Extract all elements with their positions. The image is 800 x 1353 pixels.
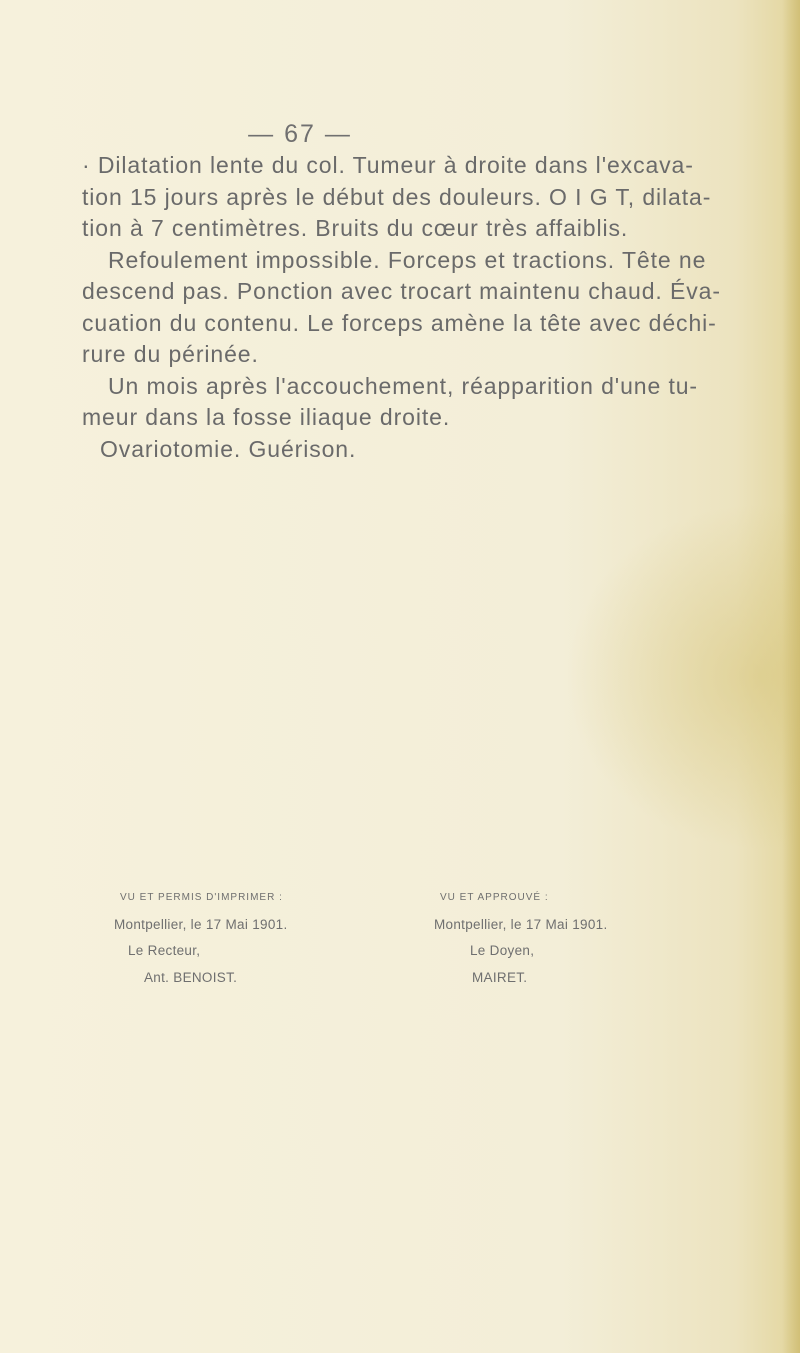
page-number: — 67 — <box>248 120 352 148</box>
approval-name: MAIRET. <box>472 969 528 985</box>
text-line: descend pas. Ponction avec trocart maintenu chaud. Éva- <box>82 278 721 304</box>
approval-heading: VU ET APPROUVÉ : <box>440 892 549 903</box>
imprimatur-heading: VU ET PERMIS D'IMPRIMER : <box>120 892 283 903</box>
text-line: Ovariotomie. Guérison. <box>100 435 357 462</box>
text-line: meur dans la fosse iliaque droite. <box>82 404 451 430</box>
text-line: Un mois après l'accouchement, réapparition d'une tu- <box>108 372 698 399</box>
approval-place-date: Montpellier, le 17 Mai 1901. <box>434 916 608 932</box>
approval-block <box>434 885 654 991</box>
imprimatur-place-date: Montpellier, le 17 Mai 1901. <box>114 916 288 932</box>
text-line: tion à 7 centimètres. Bruits du cœur très affaiblis. <box>82 215 629 241</box>
text-line: tion 15 jours après le début des douleurs. O I G T, dilata- <box>82 183 712 210</box>
imprimatur-name: Ant. BENOIST. <box>144 969 238 985</box>
text-line: rure du périnée. <box>82 341 259 367</box>
imprimatur-block <box>114 885 314 991</box>
approval-title: Le Doyen, <box>470 943 535 958</box>
text-line: · Dilatation lente du col. Tumeur à droite dans l'excava- <box>82 152 694 178</box>
text-line: Refoulement impossible. Forceps et tractions. Tête ne <box>108 246 707 273</box>
text-line: cuation du contenu. Le forceps amène la tête avec déchi- <box>82 309 717 336</box>
page-edge-shadow <box>782 0 800 1353</box>
main-text <box>82 150 721 465</box>
imprimatur-title: Le Recteur, <box>128 943 201 958</box>
